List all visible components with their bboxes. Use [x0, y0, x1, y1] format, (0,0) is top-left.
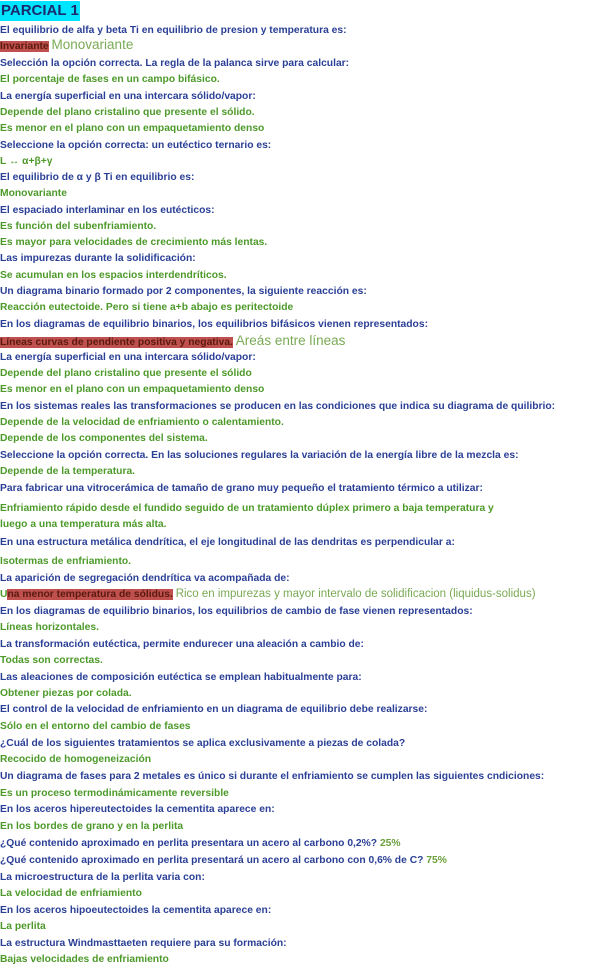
answer-line: Es menor en el plano con un empaquetamiento denso [0, 384, 265, 395]
question-line: La energía superficial en una intercara sólido/vapor: [0, 91, 256, 102]
answer-line: Es función del subenfriamiento. [0, 221, 157, 232]
page-title: PARCIAL 1 [1, 2, 79, 19]
question-line: Las aleaciones de composición eutéctica se emplean habitualmente para: [0, 672, 362, 683]
answer-line: Monovariante [0, 188, 67, 199]
answer-line: Depende del plano cristalino que presente el sólido. [0, 107, 255, 118]
answer-line: luego a una temperatura más alta. [0, 519, 167, 530]
highlighted-answer-line [0, 38, 133, 53]
question-line: La energía superficial en una intercara sólido/vapor: [0, 352, 256, 363]
question-line: El equilibrio de α y β Ti en equilibrio es: [0, 172, 195, 183]
inline-answer: 25% [379, 838, 401, 849]
question-line: Seleccione la opción correcta. En las soluciones regulares la variación de la energía libre de la mezcla es: [0, 450, 519, 461]
answer-line: Depende de los componentes del sistema. [0, 433, 208, 444]
answer-line: La perlita [0, 921, 46, 932]
question-line: En una estructura metálica dendrítica, el eje longitudinal de las dendritas es perpendicular a: [0, 537, 455, 548]
highlighted-answer: na menor temperatura de sólidus. [7, 589, 173, 600]
answer-line: La velocidad de enfriamiento [0, 888, 142, 899]
highlighted-answer: Líneas curvas de pendiente positiva y negativa. [0, 337, 233, 348]
highlighted-answer: Invariante [0, 41, 49, 52]
question-line: En los sistemas reales las transformaciones se producen en las condiciones que indica su diagrama de quilibrio: [0, 401, 556, 412]
question-line: Las impurezas durante la solidificación: [0, 253, 196, 264]
question-line: La estructura Windmasttaeten requiere para su formación: [0, 938, 287, 949]
answer-line: Recocido de homogeneización [0, 754, 152, 765]
answer-line: Todas son correctas. [0, 655, 103, 666]
question-line: Un diagrama de fases para 2 metales es único si durante el enfriamiento se cumplen las siguientes cndiciones: [0, 771, 545, 782]
question-line: El espaciado interlaminar en los eutécticos: [0, 205, 215, 216]
answer-line: Líneas horizontales. [0, 622, 99, 633]
answer-line: Isotermas de enfriamiento. [0, 556, 132, 567]
question-line: Selección la opción correcta. La regla de la palanca sirve para calcular: [0, 58, 350, 69]
question-line: La microestructura de la perlita varia con: [0, 872, 205, 883]
question-line: En los aceros hipoeutectoides la cementita aparece en: [0, 905, 272, 916]
question-line: El control de la velocidad de enfriamiento en un diagrama de equilibrio debe realizarse: [0, 704, 428, 715]
correction-note: Areás entre líneas [235, 333, 346, 348]
answer-line: En los bordes de grano y en la perlita [0, 821, 184, 832]
question-line: Un diagrama binario formado por 2 componentes, la siguiente reacción es: [0, 286, 367, 297]
question-line: ¿Cuál de los siguientes tratamientos se aplica exclusivamente a piezas de colada? [0, 738, 406, 749]
answer-line: Depende de la velocidad de enfriamiento o calentamiento. [0, 417, 284, 428]
question-line: La aparición de segregación dendrítica va acompañada de: [0, 573, 290, 584]
correction-note: Monovariante [51, 37, 134, 52]
answer-line: Depende del plano cristalino que presente el sólido [0, 368, 252, 379]
answer-text: U [0, 589, 8, 600]
highlighted-answer-line [0, 334, 345, 349]
answer-line: Reacción eutectoide. Pero si tiene a+b abajo es peritectoide [0, 302, 294, 313]
answer-line: Es mayor para velocidades de crecimiento más lentas. [0, 237, 268, 248]
question-line [0, 854, 447, 867]
question-line: La transformación eutéctica, permite endurecer una aleación a cambio de: [0, 639, 364, 650]
question-line: El equilibrio de alfa y beta Ti en equilibrio de presion y temperatura es: [0, 25, 347, 36]
question-line: En los aceros hipereutectoides la cementita aparece en: [0, 804, 275, 815]
answer-line: Depende de la temperatura. [0, 466, 136, 477]
question-text: ¿Qué contenido aproximado en perlita presentará un acero al carbono con 0,6% de C? [0, 855, 427, 866]
inline-answer: 75% [426, 855, 447, 866]
question-line: En los diagramas de equilibrio binarios, los equilibrios bifásicos vienen representados: [0, 319, 429, 330]
question-text: ¿Qué contenido aproximado en perlita presentara un acero al carbono 0,2%? [0, 838, 380, 849]
answer-line: El porcentaje de fases en un campo bifásico. [0, 74, 220, 85]
question-line: Seleccione la opción correcta: un eutéctico ternario es: [0, 140, 272, 151]
answer-line: Sólo en el entorno del cambio de fases [0, 721, 191, 732]
question-line: En los diagramas de equilibrio binarios, los equilibrios de cambio de fase vienen representados: [0, 606, 473, 617]
answer-line: Es un proceso termodinámicamente reversible [0, 788, 229, 799]
question-line: Para fabricar una vitrocerámica de tamaño de grano muy pequeño el tratamiento térmico a utilizar: [0, 483, 483, 494]
question-line [0, 837, 401, 850]
correction-note: Rico en impurezas y mayor intervalo de solidificacion (liquidus-solidus) [175, 588, 536, 600]
answer-line: Se acumulan en los espacios interdendríticos. [0, 270, 227, 281]
highlighted-answer-line [0, 588, 536, 601]
answer-line: L ↔ α+β+γ [0, 156, 53, 167]
answer-line: Es menor en el plano con un empaquetamiento denso [0, 123, 265, 134]
answer-line: Enfriamiento rápido desde el fundido seguido de un tratamiento dúplex primero a baja temperatura y [0, 503, 494, 514]
answer-line: Obtener piezas por colada. [0, 688, 132, 699]
answer-line: Bajas velocidades de enfriamiento [0, 954, 169, 965]
